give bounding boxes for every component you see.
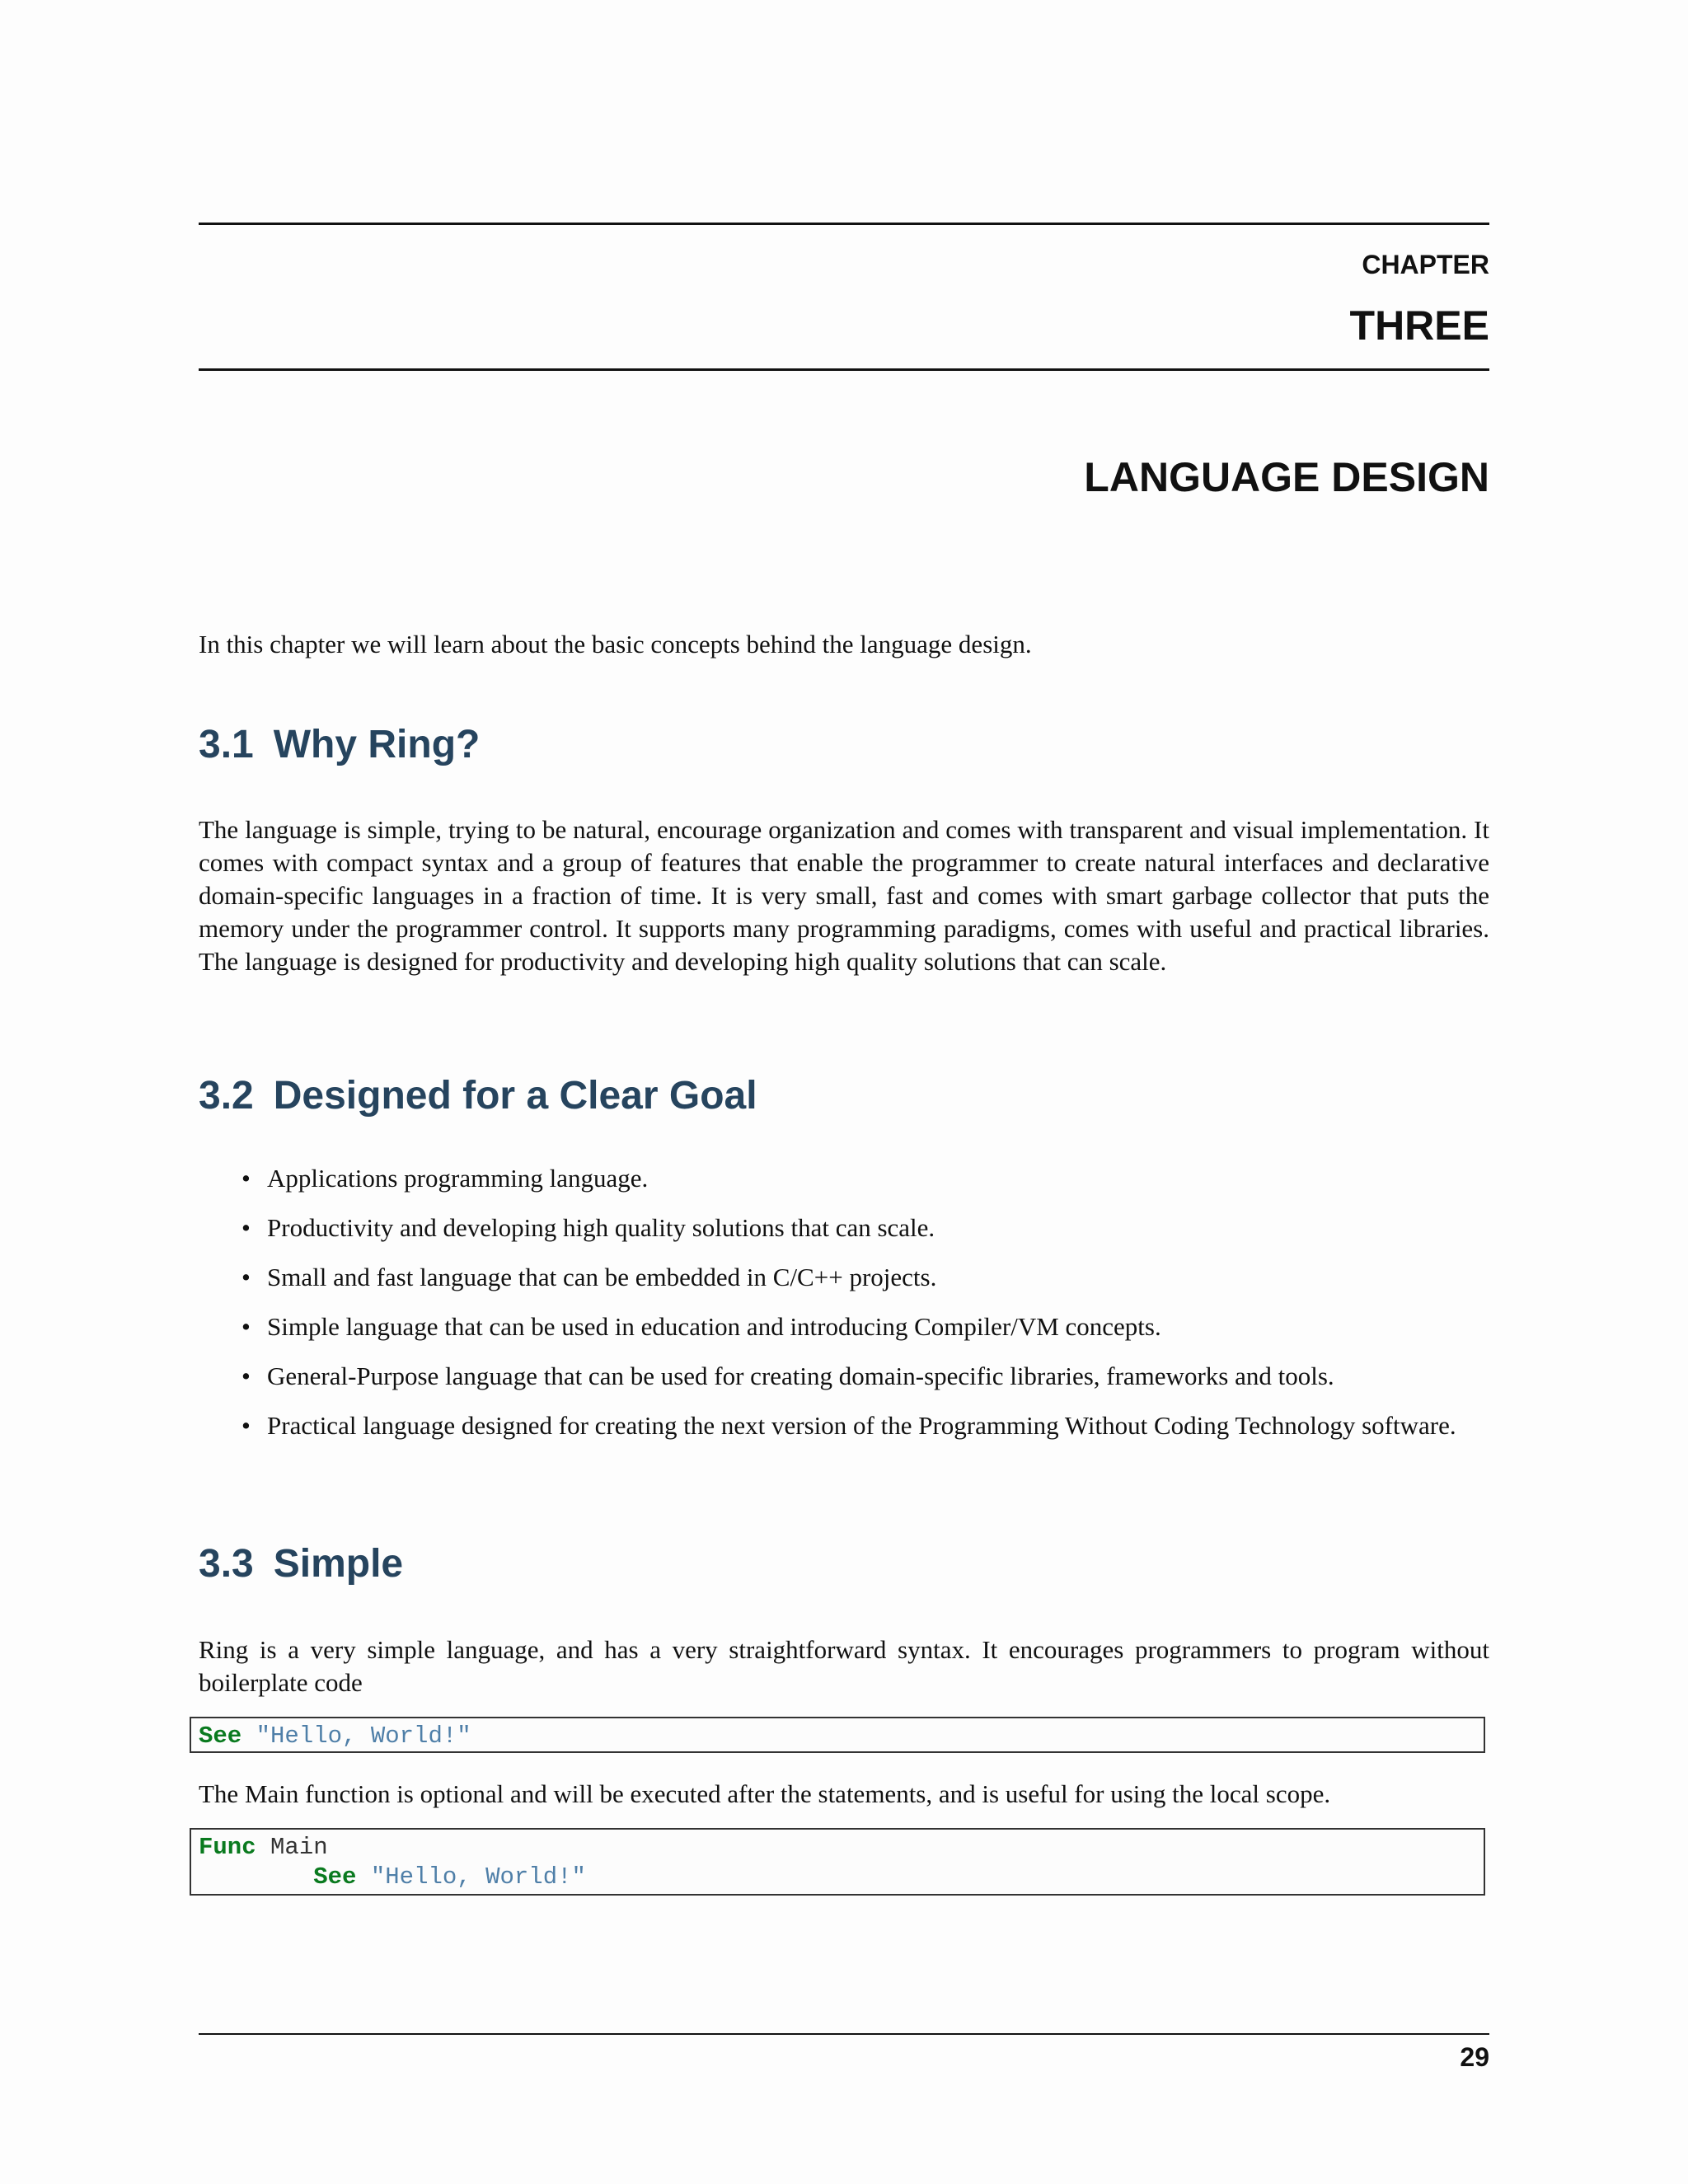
chapter-title: LANGUAGE DESIGN: [1084, 454, 1489, 500]
section-heading-3-1: [199, 722, 480, 767]
code-keyword: Func: [199, 1834, 256, 1861]
main-function-paragraph: The Main function is optional and will be executed after the statements, and is useful for using the local scope.: [199, 1779, 1331, 1808]
bullet-icon: •: [241, 1263, 251, 1291]
list-item: [199, 1310, 1489, 1343]
chapter-bottom-rule: [199, 368, 1489, 371]
code-string: "Hello, World!": [370, 1863, 586, 1891]
section-title: Why Ring?: [273, 723, 481, 766]
simple-paragraph: Ring is a very simple language, and has a very straightforward syntax. It encourages programmers to program without boilerplate code: [199, 1635, 1489, 1697]
chapter-label: CHAPTER: [1362, 250, 1489, 279]
why-ring-paragraph: The language is simple, trying to be natural, encourage organization and comes with transparent and visual implementation. It comes with compact syntax and a group of features that enable the programmer to create natural interfaces and declarative domain-specific languages in a fraction of time. It is very small, fast and comes with smart garbage collector that puts the memory under the programmer control. It supports many programming paradigms, comes with useful and practical libraries. The language is designed for productivity and developing high quality solutions that can scale.: [199, 815, 1489, 976]
list-item-text: Applications programming language.: [267, 1164, 649, 1193]
goal-list: [199, 1162, 1489, 1459]
list-item: [199, 1409, 1489, 1442]
list-item-text: General-Purpose language that can be used for creating domain-specific libraries, frameworks and tools.: [267, 1361, 1334, 1390]
bullet-icon: •: [241, 1164, 251, 1193]
list-item-text: Practical language designed for creating the next version of the Programming Without Coding Technology software.: [267, 1411, 1456, 1440]
code-keyword: See: [313, 1863, 357, 1891]
section-heading-3-3: [199, 1541, 403, 1586]
list-item-text: Simple language that can be used in education and introducing Compiler/VM concepts.: [267, 1312, 1161, 1341]
footer-rule: [199, 2033, 1489, 2035]
bullet-icon: •: [241, 1361, 251, 1390]
list-item: [199, 1360, 1489, 1393]
bullet-icon: •: [241, 1312, 251, 1341]
chapter-top-rule: [199, 223, 1489, 225]
bullet-icon: •: [241, 1411, 251, 1440]
code-string: "Hello, World!": [256, 1722, 471, 1750]
list-item: [199, 1212, 1489, 1244]
section-number: 3.2: [199, 1074, 254, 1118]
list-item-text: Productivity and developing high quality solutions that can scale.: [267, 1213, 935, 1242]
intro-paragraph: In this chapter we will learn about the basic concepts behind the language design.: [199, 630, 1032, 658]
section-title: Designed for a Clear Goal: [273, 1074, 757, 1118]
code-keyword: See: [199, 1722, 242, 1750]
section-heading-3-2: [199, 1073, 757, 1118]
list-item: [199, 1261, 1489, 1294]
code-block-main: [190, 1828, 1485, 1896]
bullet-icon: •: [241, 1213, 251, 1242]
code-block-hello: [190, 1717, 1485, 1753]
section-title: Simple: [273, 1542, 404, 1586]
code-identifier: Main: [270, 1834, 328, 1861]
section-number: 3.1: [199, 723, 254, 766]
section-number: 3.3: [199, 1542, 254, 1586]
chapter-number: THREE: [1349, 302, 1489, 349]
list-item: [199, 1162, 1489, 1195]
page-number: 29: [1460, 2042, 1489, 2072]
list-item-text: Small and fast language that can be embedded in C/C++ projects.: [267, 1263, 937, 1291]
